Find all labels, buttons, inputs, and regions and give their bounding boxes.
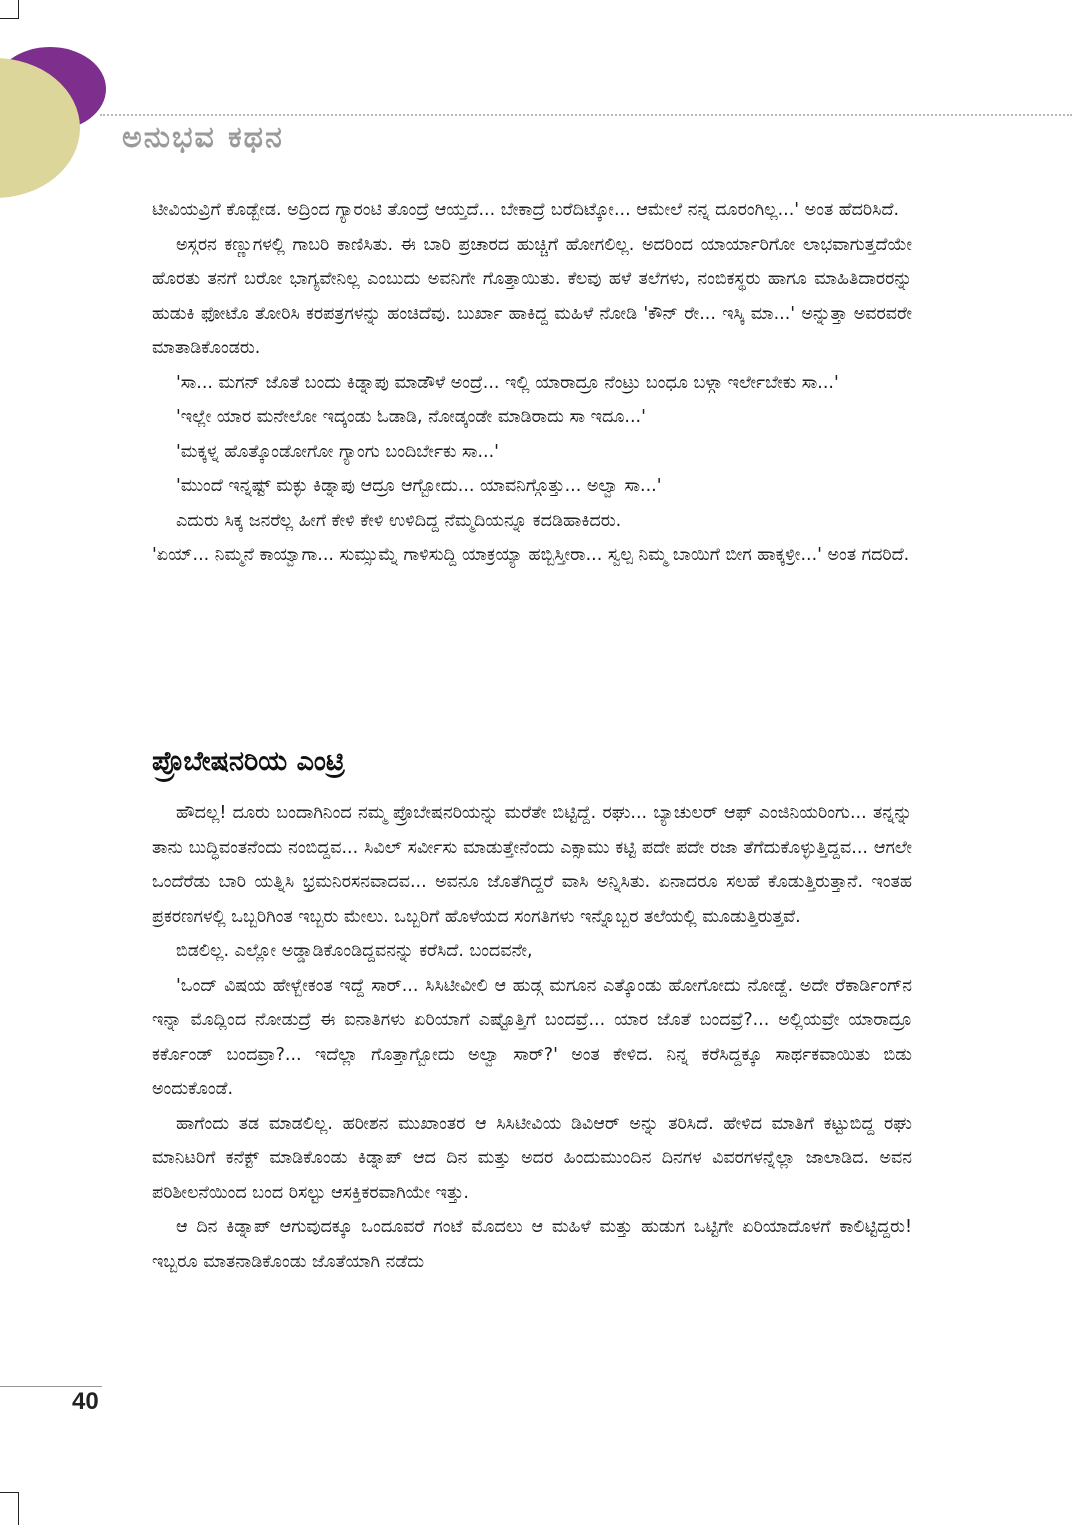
paragraph: ಆ ದಿನ ಕಿಡ್ನಾಪ್ ಆಗುವುದಕ್ಕೂ ಒಂದೂವರೆ ಗಂಟೆ ಮೊದಲು ಆ ಮಹಿಳೆ ಮತ್ತು ಹುಡುಗ ಒಟ್ಟಿಗೇ ಏರಿಯಾದೊಳಗೆ ಕಾಲಿಟ್ಟಿದ್ದರು! ಇಬ್ಬರೂ ಮಾತನಾಡಿಕೊಂಡು ಜೊತೆಯಾಗಿ ನಡೆದು — [152, 1217, 912, 1272]
crop-mark-bottom-left — [0, 1492, 19, 1525]
paragraph: ಅಸ್ಗರನ ಕಣ್ಣುಗಳಲ್ಲಿ ಗಾಬರಿ ಕಾಣಿಸಿತು. ಈ ಬಾರಿ ಪ್ರಚಾರದ ಹುಚ್ಚಿಗೆ ಹೋಗಲಿಲ್ಲ. ಅದರಿಂದ ಯಾರ್ಯಾರಿಗೋ ಲಾಭವಾಗುತ್ತದೆಯೇ ಹೊರತು ತನಗೆ ಬರೋ ಭಾಗ್ಯವೇನಿಲ್ಲ ಎಂಬುದು ಅವನಿಗೇ ಗೊತ್ತಾಯಿತು. ಕೆಲವು ಹಳೆ ತಲೆಗಳು, ನಂಬಿಕಸ್ಥರು ಹಾಗೂ ಮಾಹಿತಿದಾರರನ್ನು ಹುಡುಕಿ ಫೋಟೊ ತೋರಿಸಿ ಕರಪತ್ರಗಳನ್ನು ಹಂಚಿದೆವು. ಬುರ್ಖಾ ಹಾಕಿದ್ದ ಮಹಿಳೆ ನೋಡಿ 'ಕೌನ್ ರೇ... ಇಸ್ಕಿ ಮಾ...' ಅನ್ನುತ್ತಾ ಅವರವರೇ ಮಾತಾಡಿಕೊಂಡರು. — [152, 234, 912, 358]
page-number: 40 — [72, 1388, 99, 1415]
paragraph: ಹಾಗೆಂದು ತಡ ಮಾಡಲಿಲ್ಲ. ಹರೀಶನ ಮುಖಾಂತರ ಆ ಸಿಸಿಟೀವಿಯ ಡಿವಿಆರ್ ಅನ್ನು ತರಿಸಿದೆ. ಹೇಳಿದ ಮಾತಿಗೆ ಕಟ್ಟುಬಿದ್ದ ರಘು ಮಾನಿಟರಿಗೆ ಕನೆಕ್ಟ್ ಮಾಡಿಕೊಂಡು ಕಿಡ್ನಾಪ್ ಆದ ದಿನ ಮತ್ತು ಅದರ ಹಿಂದುಮುಂದಿನ ದಿನಗಳ ವಿವರಗಳನ್ನೆಲ್ಲಾ ಜಾಲಾಡಿದ. ಅವನ ಪರಿಶೀಲನೆಯಿಂದ ಬಂದ ರಿಸಲ್ಟು ಆಸಕ್ತಿಕರವಾಗಿಯೇ ಇತ್ತು. — [152, 1113, 912, 1203]
paragraph: 'ಸಾ... ಮಗನ್ ಜೊತೆ ಬಂದು ಕಿಡ್ನಾಪು ಮಾಡೌಳೆ ಅಂದ್ರೆ... ಇಲ್ಲಿ ಯಾರಾದ್ರೂ ನೆಂಟ್ರು ಬಂಧೂ ಬಳ್ಗಾ ಇರ್ಲೇಬೇಕು ಸಾ...' — [176, 372, 839, 393]
paragraph: 'ಒಂದ್ ವಿಷಯ ಹೇಳ್ಬೇಕಂತ ಇದ್ದೆ ಸಾರ್... ಸಿಸಿಟೀವೀಲಿ ಆ ಹುಡ್ಗ ಮಗೂನ ಎತ್ಕೊಂಡು ಹೋಗೋದು ನೋಡ್ದೆ. ಅದೇ ರೆಕಾರ್ಡಿಂಗ್‌ನ ಇನ್ನಾ ಮೊದ್ಲಿಂದ ನೋಡುದ್ರೆ ಈ ಐನಾತಿಗಳು ಏರಿಯಾಗೆ ಎಷ್ಟೊತ್ತಿಗೆ ಬಂದವ್ರೆ... ಯಾರ ಜೊತೆ ಬಂದವ್ರೆ?... ಅಲ್ಲಿಯವ್ರೇ ಯಾರಾದ್ರೂ ಕರ್ಕೊಂಡ್ ಬಂದವ್ರಾ?... ಇದೆಲ್ಲಾ ಗೊತ್ತಾಗ್ಬೋದು ಅಲ್ವಾ ಸಾರ್?' ಅಂತ ಕೇಳಿದ. ನಿನ್ನ ಕರೆಸಿದ್ದಕ್ಕೂ ಸಾರ್ಥಕವಾಯಿತು ಬಿಡು ಅಂದುಕೊಂಡೆ. — [152, 975, 912, 1099]
body-text-bottom — [152, 796, 912, 1279]
paragraph: ಹೌದಲ್ಲ! ದೂರು ಬಂದಾಗಿನಿಂದ ನಮ್ಮ ಪ್ರೊಬೇಷನರಿಯನ್ನು ಮರೆತೇ ಬಿಟ್ಟಿದ್ದೆ. ರಘು... ಬ್ಯಾಚುಲರ್ ಆಫ್ ಎಂಜಿನಿಯರಿಂಗು... ತನ್ನನ್ನು ತಾನು ಬುದ್ಧಿವಂತನೆಂದು ನಂಬಿದ್ದವ... ಸಿವಿಲ್ ಸರ್ವೀಸು ಮಾಡುತ್ತೇನೆಂದು ಎಕ್ಸಾಮು ಕಟ್ಟಿ ಪದೇ ಪದೇ ರಜಾ ತೆಗೆದುಕೊಳ್ಳುತ್ತಿದ್ದವ... ಆಗಲೇ ಒಂದೆರೆಡು ಬಾರಿ ಯತ್ನಿಸಿ ಭ್ರಮನಿರಸನವಾದವ... ಅವನೂ ಜೊತೆಗಿದ್ದರೆ ವಾಸಿ ಅನ್ನಿಸಿತು. ಏನಾದರೂ ಸಲಹೆ ಕೊಡುತ್ತಿರುತ್ತಾನೆ. ಇಂತಹ ಪ್ರಕರಣಗಳಲ್ಲಿ ಒಬ್ಬರಿಗಿಂತ ಇಬ್ಬರು ಮೇಲು. ಒಬ್ಬರಿಗೆ ಹೊಳೆಯದ ಸಂಗತಿಗಳು ಇನ್ನೊಬ್ಬರ ತಲೆಯಲ್ಲಿ ಮೂಡುತ್ತಿರುತ್ತವೆ. — [152, 803, 912, 927]
paragraph: 'ಮುಂದೆ ಇನ್ನಷ್ಟ್ ಮಕ್ಳು ಕಿಡ್ನಾಪು ಆದ್ರೂ ಆಗ್ಬೋದು... ಯಾವನಿಗ್ಗೊತ್ತು... ಅಲ್ವಾ ಸಾ...' — [176, 476, 662, 496]
subheading: ಪ್ರೊಬೇಷನರಿಯ ಎಂಟ್ರಿ — [152, 746, 345, 777]
body-text-top — [152, 193, 912, 573]
section-label: ಅನುಭವ ಕಥನ — [122, 120, 284, 155]
paragraph: 'ಮಕ್ಕಳ್ನ ಹೊತ್ಕೊಂಡೋಗೋ ಗ್ಯಾಂಗು ಬಂದಿರ್ಬೇಕು ಸಾ...' — [176, 441, 499, 462]
paragraph: ಎದುರು ಸಿಕ್ಕ ಜನರೆಲ್ಲ ಹೀಗೆ ಕೇಳಿ ಕೇಳಿ ಉಳಿದಿದ್ದ ನೆಮ್ಮದಿಯನ್ನೂ ಕದಡಿಹಾಕಿದರು. — [176, 510, 622, 531]
header-dotted-rule — [100, 114, 1072, 116]
paragraph: 'ಇಲ್ಲೇ ಯಾರ ಮನೇಲೋ ಇದ್ಕಂಡು ಓಡಾಡಿ, ನೋಡ್ಕಂಡೇ ಮಾಡಿರಾದು ಸಾ ಇದೂ...' — [176, 407, 646, 427]
paragraph: ಬಿಡಲಿಲ್ಲ. ಎಲ್ಲೋ ಅಡ್ಡಾಡಿಕೊಂಡಿದ್ದವನನ್ನು ಕರೆಸಿದೆ. ಬಂದವನೇ, — [176, 941, 533, 961]
paragraph: 'ಏಯ್... ನಿಮ್ಮನೆ ಕಾಯ್ವಾಗಾ... ಸುಮ್ಸುಮ್ನೆ ಗಾಳಿಸುದ್ದಿ ಯಾಕ್ರಯ್ಯಾ ಹಬ್ಬಿಸ್ತೀರಾ... ಸ್ವಲ್ಪ ನಿಮ್ಮ ಬಾಯಿಗೆ ಬೀಗ ಹಾಕ್ಕಳ್ರೀ...' ಅಂತ ಗದರಿದೆ. — [152, 545, 910, 565]
footer-rule — [0, 1386, 102, 1387]
paragraph: ಟೀವಿಯವ್ರಿಗೆ ಕೊಡ್ಬೇಡ. ಅದ್ರಿಂದ ಗ್ಯಾರಂಟಿ ತೊಂದ್ರೆ ಆಯ್ತದೆ... ಬೇಕಾದ್ರೆ ಬರೆದಿಟ್ಕೋ... ಆಮೇಲೆ ನನ್ನ ದೂರಂಗಿಲ್ಲ...' ಅಂತ ಹೆದರಿಸಿದೆ. — [152, 200, 900, 220]
crop-mark-top-left — [0, 0, 19, 19]
